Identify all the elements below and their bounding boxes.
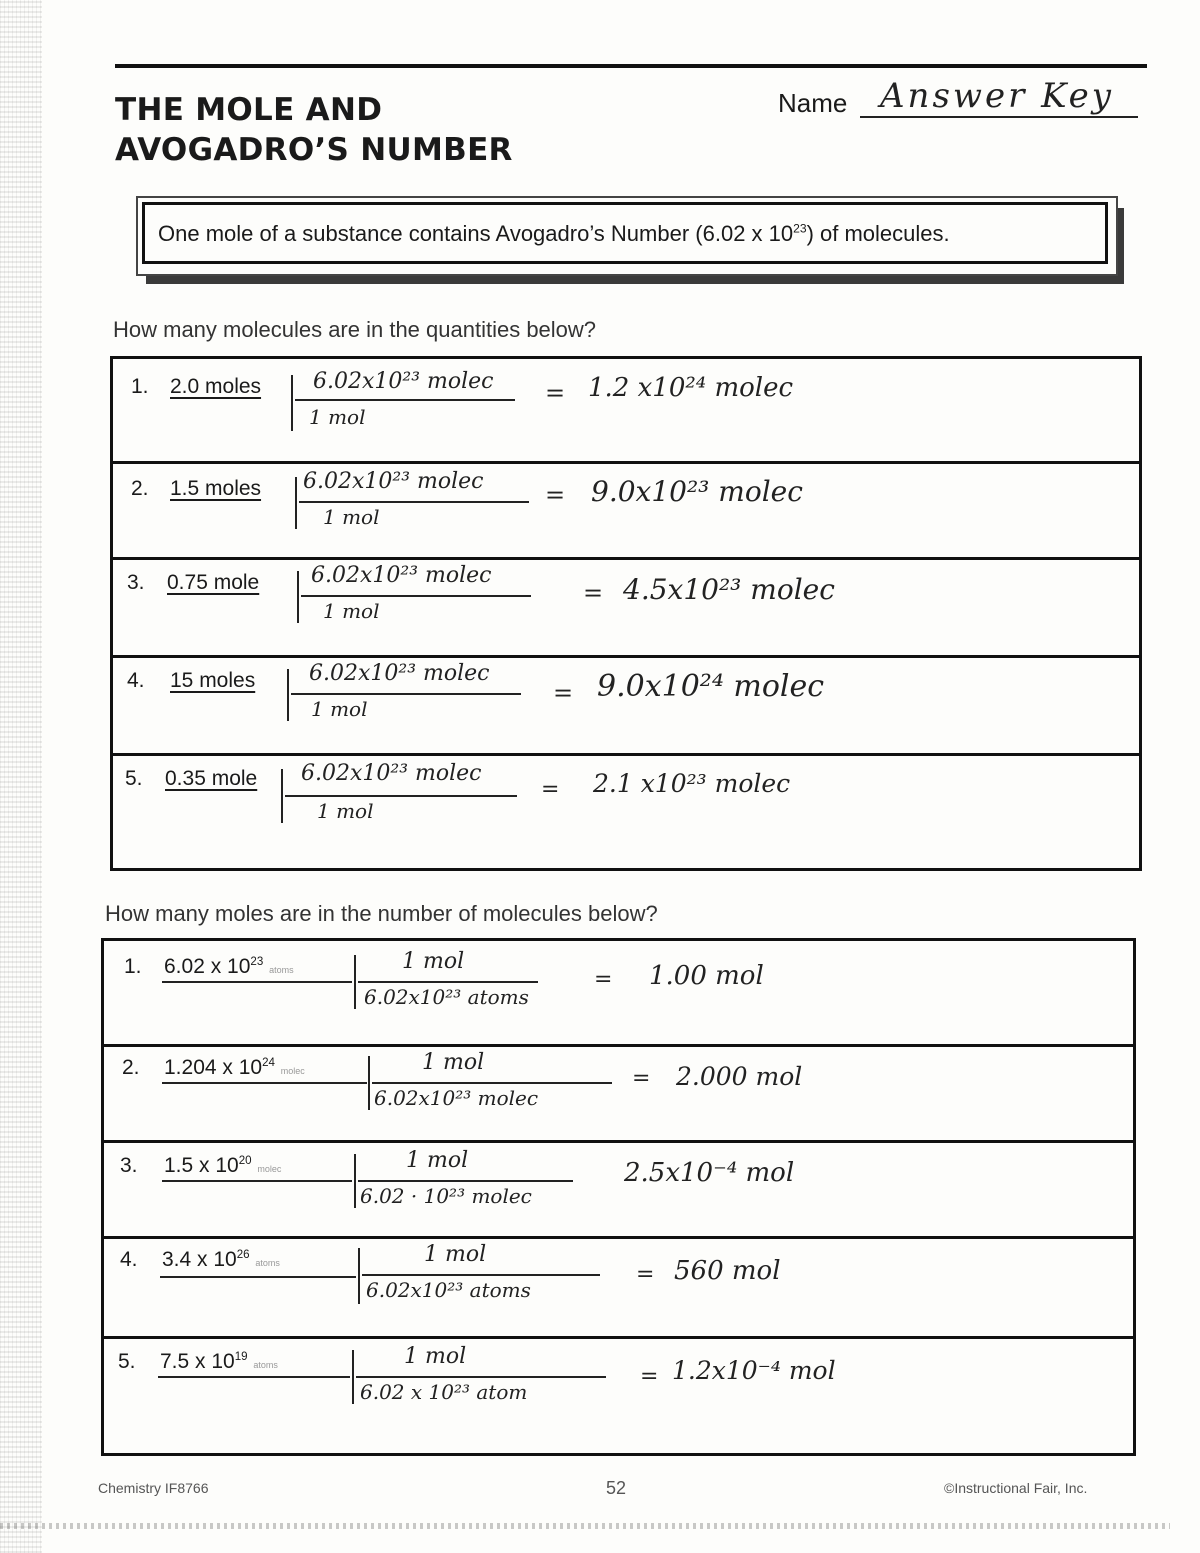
table-row: [113, 461, 1139, 560]
name-value: Answer Key: [880, 76, 1114, 116]
conversion-divider: [281, 769, 283, 823]
factor-numerator: 1 mol: [404, 1344, 467, 1369]
answer: 560 mol: [674, 1256, 781, 1286]
conversion-divider: [358, 1248, 360, 1304]
factor-denominator: 1 mol: [317, 799, 374, 823]
item-number: 5.: [118, 1350, 136, 1373]
given-exponent: 20: [238, 1155, 252, 1167]
given-value: 2.0 moles: [170, 375, 262, 398]
answer: 9.0x10²⁴ molec: [597, 669, 825, 704]
given-value: 15 moles: [170, 669, 256, 692]
top-rule: [115, 64, 1147, 68]
given-underline: [162, 1082, 367, 1084]
info-exponent: 23: [793, 221, 807, 236]
item-number: 5.: [125, 767, 143, 790]
table-row: [113, 753, 1139, 868]
given-base: 1.5 x 10: [164, 1154, 239, 1177]
given-value: 1.5 moles: [170, 477, 262, 500]
item-number: 1.: [124, 955, 142, 978]
given-value: [160, 1350, 278, 1374]
given-base: 1.204 x 10: [164, 1056, 263, 1079]
conversion-divider: [354, 1154, 356, 1208]
given-value: [164, 955, 294, 979]
equals-sign: =: [636, 1262, 655, 1287]
given-value: 0.35 mole: [165, 767, 258, 790]
factor-denominator: 6.02x10²³ atoms: [366, 1278, 531, 1302]
factor-numerator: 6.02x10²³ molec: [311, 563, 492, 588]
factor-numerator: 6.02x10²³ molec: [303, 469, 484, 494]
answer: 1.2 x10²⁴ molec: [588, 373, 794, 403]
info-box-text: [158, 221, 950, 247]
given-exponent: 26: [236, 1249, 250, 1261]
factor-numerator: 1 mol: [422, 1050, 485, 1075]
item-number: 4.: [120, 1248, 138, 1271]
given-value: [164, 1154, 281, 1178]
conversion-divider: [291, 375, 293, 431]
given-value: [164, 1056, 305, 1080]
answer: 1.00 mol: [649, 961, 764, 991]
table-row: [104, 1140, 1133, 1239]
equals-sign: =: [594, 967, 613, 992]
given-base: 6.02 x 10: [164, 955, 251, 978]
given-underline: [162, 981, 352, 983]
answer: 1.2x10⁻⁴ mol: [672, 1356, 836, 1385]
item-number: 3.: [127, 571, 145, 594]
given-base: 3.4 x 10: [162, 1248, 237, 1271]
given-underline: [162, 1180, 352, 1182]
worksheet-title: [115, 90, 513, 170]
factor-numerator: 6.02x10²³ molec: [313, 369, 494, 394]
fraction-line: [362, 1274, 600, 1276]
fraction-line: [285, 795, 517, 797]
factor-denominator: 6.02 · 10²³ molec: [360, 1184, 532, 1208]
item-number: 1.: [131, 375, 149, 398]
fraction-line: [299, 501, 529, 503]
conversion-divider: [297, 571, 299, 623]
item-number: 3.: [120, 1154, 138, 1177]
factor-denominator: 1 mol: [309, 405, 366, 429]
factor-denominator: 6.02x10²³ atoms: [364, 985, 529, 1009]
answer: 4.5x10²³ molec: [623, 573, 835, 606]
factor-denominator: 6.02x10²³ molec: [374, 1086, 539, 1110]
answer: 2.000 mol: [676, 1062, 803, 1091]
given-value: 0.75 mole: [167, 571, 260, 594]
item-number: 2.: [131, 477, 149, 500]
given-exponent: 24: [262, 1057, 275, 1069]
equals-sign: =: [583, 579, 604, 607]
info-prefix: One mole of a substance contains Avogadro’s Number (6.02 x 10: [158, 221, 794, 246]
fraction-line: [358, 981, 538, 983]
equals-sign: =: [632, 1066, 651, 1091]
given-underline: [158, 1376, 350, 1378]
fraction-line: [358, 1180, 573, 1182]
equals-sign: =: [545, 379, 566, 407]
name-label: Name: [778, 88, 848, 118]
given-unit: atoms: [253, 1360, 278, 1370]
factor-numerator: 1 mol: [424, 1242, 487, 1267]
factor-denominator: 1 mol: [323, 599, 380, 623]
factor-numerator: 6.02x10²³ molec: [301, 761, 482, 786]
answer: 2.1 x10²³ molec: [593, 769, 791, 798]
section1-table: [110, 356, 1142, 871]
page-number: 52: [606, 1478, 627, 1498]
factor-denominator: 1 mol: [311, 697, 368, 721]
conversion-divider: [287, 669, 289, 721]
title-line-2: AVOGADRO’S NUMBER: [115, 132, 513, 168]
answer: 9.0x10²³ molec: [591, 475, 803, 508]
table-row: [104, 1044, 1133, 1143]
conversion-divider: [352, 1350, 354, 1404]
table-row: [104, 1236, 1133, 1339]
conversion-divider: [354, 955, 356, 1009]
conversion-divider: [295, 477, 297, 529]
name-line: [860, 116, 1138, 118]
factor-denominator: 6.02 x 10²³ atom: [360, 1380, 528, 1404]
equals-sign: =: [553, 679, 574, 707]
given-exponent: 19: [234, 1351, 248, 1363]
section1-question: How many molecules are in the quantities below?: [113, 317, 597, 342]
info-suffix: ) of molecules.: [806, 221, 950, 246]
factor-numerator: 6.02x10²³ molec: [309, 661, 490, 686]
table-row: [104, 1336, 1133, 1453]
section2-question: How many moles are in the number of molecules below?: [105, 901, 658, 926]
given-unit: atoms: [255, 1258, 280, 1268]
footer-left: Chemistry IF8766: [98, 1480, 209, 1496]
conversion-divider: [368, 1056, 370, 1110]
equals-sign: =: [541, 777, 560, 802]
given-exponent: 23: [250, 956, 264, 968]
table-row: [113, 557, 1139, 658]
factor-denominator: 1 mol: [323, 505, 380, 529]
given-base: 7.5 x 10: [160, 1350, 235, 1373]
footer-right: ©Instructional Fair, Inc.: [944, 1480, 1088, 1496]
table-row: [113, 359, 1139, 464]
given-unit: molec: [257, 1164, 282, 1174]
item-number: 2.: [122, 1056, 140, 1079]
table-row: [113, 655, 1139, 756]
equals-sign: =: [640, 1364, 659, 1389]
bottom-scan-noise: [0, 1523, 1170, 1529]
given-unit: molec: [280, 1066, 305, 1076]
factor-numerator: 1 mol: [402, 949, 465, 974]
answer: 2.5x10⁻⁴ mol: [624, 1158, 795, 1188]
fraction-line: [295, 399, 515, 401]
fraction-line: [372, 1082, 612, 1084]
title-line-1: THE MOLE AND: [115, 92, 383, 128]
fraction-line: [291, 693, 521, 695]
fraction-line: [301, 595, 531, 597]
scan-edge-noise: [0, 0, 42, 1553]
equals-sign: =: [545, 481, 566, 509]
given-unit: atoms: [269, 965, 294, 975]
item-number: 4.: [127, 669, 145, 692]
given-underline: [160, 1276, 356, 1278]
section2-table: [101, 938, 1136, 1456]
fraction-line: [356, 1376, 606, 1378]
factor-numerator: 1 mol: [406, 1148, 469, 1173]
table-row: [104, 941, 1133, 1047]
given-value: [162, 1248, 280, 1272]
